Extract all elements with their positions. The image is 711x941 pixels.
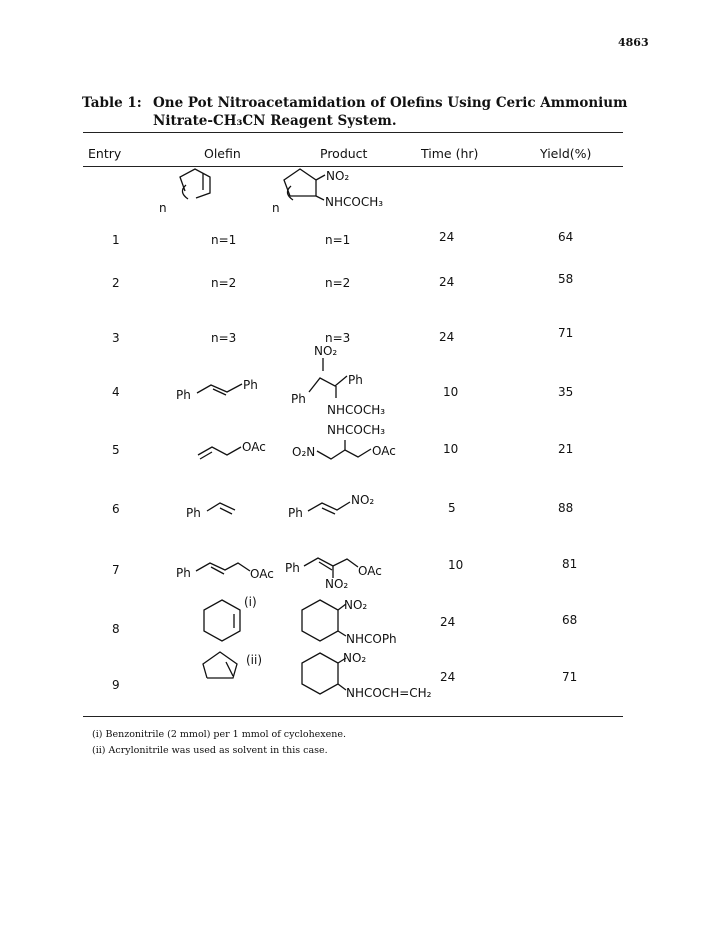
nitro-group-label: NO₂ (344, 598, 368, 612)
entry-number: 2 (112, 276, 120, 290)
phenyl-label: Ph (288, 506, 303, 520)
n-subscript-label: n (159, 201, 167, 215)
phenyl-label: Ph (348, 373, 363, 387)
acetamido-group-label: NHCOCH₃ (325, 195, 384, 209)
olefin-n-value: n=2 (211, 276, 237, 290)
page-number: 4863 (618, 36, 649, 49)
nitro-group-label: NO₂ (325, 577, 349, 591)
acetoxy-label: OAc (250, 567, 274, 581)
header-product: Product (320, 146, 368, 161)
product-n-value: n=3 (325, 331, 351, 345)
nitro-group-label: NO₂ (314, 344, 338, 358)
footnote-marker: (i) (244, 595, 257, 609)
acrylamido-group-label: NHCOCH=CH₂ (346, 686, 432, 700)
entry-number: 9 (112, 678, 120, 692)
yield-value: 71 (562, 670, 578, 684)
cyclohexene-structure (204, 595, 257, 641)
entry-number: 3 (112, 331, 120, 345)
entry-number: 7 (112, 563, 120, 577)
yield-value: 68 (562, 613, 578, 627)
stilbene-product-structure (291, 344, 385, 417)
benzamido-group-label: NHCOPh (346, 632, 397, 646)
entry-number: 4 (112, 385, 120, 399)
olefin-n-value: n=1 (211, 233, 237, 247)
nitro-group-label: NO₂ (351, 493, 375, 507)
header-olefin: Olefin (204, 146, 241, 161)
header-yield: Yield(%) (540, 146, 592, 161)
phenyl-label: Ph (176, 566, 191, 580)
caption-line-2: Nitrate-CH₃CN Reagent System. (153, 113, 397, 129)
footnote-marker: (ii) (246, 653, 263, 667)
phenyl-label: Ph (243, 378, 258, 392)
product-n-value: n=2 (325, 276, 351, 290)
time-value: 24 (440, 615, 456, 629)
styrene-structure (186, 503, 235, 520)
caption-line-1: One Pot Nitroacetamidation of Olefins Using Ceric Ammonium (153, 95, 628, 111)
footnotes (92, 727, 346, 759)
nitro-group-label: O₂N (292, 445, 316, 459)
entry-number: 1 (112, 233, 120, 247)
yield-value: 21 (558, 442, 574, 456)
time-value: 24 (439, 230, 455, 244)
acetamido-group-label: NHCOCH₃ (327, 423, 386, 437)
yield-value: 64 (558, 230, 574, 244)
cycloalkene-olefin-structure (159, 169, 210, 215)
nitroacetamide-cycloalkane-structure (272, 169, 383, 215)
time-value: 24 (439, 275, 455, 289)
footnote-ii: (ii) Acrylonitrile was used as solvent in this case. (92, 745, 328, 756)
time-value: 10 (443, 442, 459, 456)
nitro-group-label: NO₂ (343, 651, 367, 665)
entry-number: 6 (112, 502, 120, 516)
nitroacrylamide-cyclohexane-structure (302, 651, 432, 700)
cyclopentene-structure (203, 652, 262, 678)
cinnamyl-acetate-product-structure (285, 558, 382, 591)
nitro-group-label: NO₂ (326, 169, 350, 183)
yield-value: 35 (558, 385, 574, 399)
acetoxy-label: OAc (242, 440, 266, 454)
footnote-i: (i) Benzonitrile (2 mmol) per 1 mmol of cyclohexene. (92, 729, 347, 740)
time-value: 5 (448, 501, 456, 515)
product-n-value: n=1 (325, 233, 351, 247)
entry-number: 5 (112, 443, 120, 457)
time-value: 10 (443, 385, 459, 399)
time-value: 24 (439, 330, 455, 344)
stilbene-structure (176, 378, 258, 402)
phenyl-label: Ph (176, 388, 191, 402)
phenyl-label: Ph (285, 561, 300, 575)
time-value: 10 (448, 558, 464, 572)
header-entry: Entry (88, 146, 122, 161)
olefin-n-value: n=3 (211, 331, 237, 345)
time-value: 24 (440, 670, 456, 684)
yield-value: 58 (558, 272, 574, 286)
acetoxy-label: OAc (358, 564, 382, 578)
cinnamyl-acetate-structure (176, 563, 274, 581)
table-label: Table 1: (82, 95, 142, 111)
acetamido-group-label: NHCOCH₃ (327, 403, 386, 417)
header-time: Time (hr) (421, 146, 479, 161)
phenyl-label: Ph (291, 392, 306, 406)
yield-value: 71 (558, 326, 574, 340)
acetoxy-label: OAc (372, 444, 396, 458)
yield-value: 81 (562, 557, 578, 571)
nitrostyrene-structure (288, 493, 374, 520)
entry-number: 8 (112, 622, 120, 636)
nitrobenzamide-cyclohexane-structure (302, 598, 397, 646)
n-subscript-label: n (272, 201, 280, 215)
yield-value: 88 (558, 501, 574, 515)
allyl-acetate-structure (198, 440, 266, 459)
phenyl-label: Ph (186, 506, 201, 520)
allyl-acetate-product-structure (292, 423, 396, 459)
